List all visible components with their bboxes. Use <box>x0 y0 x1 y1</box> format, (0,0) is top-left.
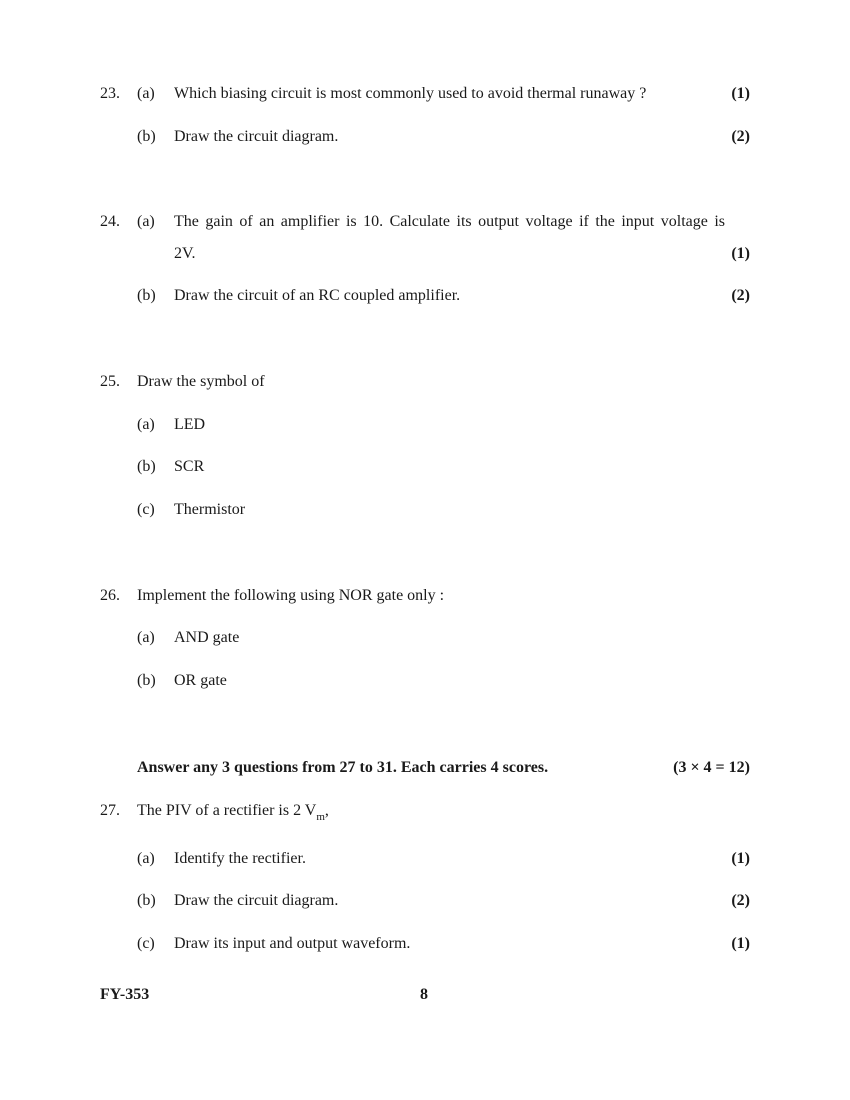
subpart-label: (a) <box>137 629 155 646</box>
marks-label: (1) <box>731 85 750 102</box>
marks-label: (1) <box>731 935 750 952</box>
question-text-continuation: 2V. <box>174 245 196 262</box>
section-instruction: Answer any 3 questions from 27 to 31. Each carries 4 scores. <box>137 759 549 776</box>
question-text: LED <box>174 416 206 433</box>
subpart-label: (b) <box>137 672 156 689</box>
question-number-23: 23. <box>100 85 120 102</box>
section-scores: (3 × 4 = 12) <box>673 759 750 776</box>
subpart-label: (b) <box>137 458 156 475</box>
question-stem <box>137 803 329 823</box>
question-text: The gain of an amplifier is 10. Calculate its output voltage if the input voltage is <box>174 213 725 230</box>
question-text: Thermistor <box>174 501 246 518</box>
marks-label: (2) <box>731 287 750 304</box>
subpart-label: (a) <box>137 213 155 230</box>
subpart-label: (a) <box>137 416 155 433</box>
question-stem: Implement the following using NOR gate only : <box>137 587 445 604</box>
question-stem: Draw the symbol of <box>137 373 265 390</box>
marks-label: (2) <box>731 892 750 909</box>
question-text: Draw the circuit diagram. <box>174 892 339 909</box>
question-text: Draw its input and output waveform. <box>174 935 411 952</box>
question-text: Draw the circuit diagram. <box>174 128 339 145</box>
subpart-label: (a) <box>137 850 155 867</box>
question-text: Identify the rectifier. <box>174 850 306 867</box>
question-text: AND gate <box>174 629 240 646</box>
question-text: OR gate <box>174 672 227 689</box>
stem-subscript: m <box>316 811 325 823</box>
marks-label: (1) <box>731 245 750 262</box>
question-number-24: 24. <box>100 213 120 230</box>
subpart-label: (c) <box>137 501 155 518</box>
stem-main-text: The PIV of a rectifier is 2 V <box>137 802 317 819</box>
subpart-label: (b) <box>137 287 156 304</box>
subpart-label: (b) <box>137 892 156 909</box>
question-number-27: 27. <box>100 802 120 819</box>
question-text: Draw the circuit of an RC coupled amplifier. <box>174 287 461 304</box>
question-text: SCR <box>174 458 205 475</box>
question-text: Which biasing circuit is most commonly used to avoid thermal runaway ? <box>174 85 647 102</box>
page-number: 8 <box>420 986 428 1003</box>
marks-label: (1) <box>731 850 750 867</box>
stem-end: , <box>324 802 329 819</box>
subpart-label: (b) <box>137 128 156 145</box>
footer-code: FY-353 <box>100 986 150 1003</box>
subpart-label: (a) <box>137 85 155 102</box>
marks-label: (2) <box>731 128 750 145</box>
subpart-label: (c) <box>137 935 155 952</box>
question-number-26: 26. <box>100 587 120 604</box>
question-number-25: 25. <box>100 373 120 390</box>
